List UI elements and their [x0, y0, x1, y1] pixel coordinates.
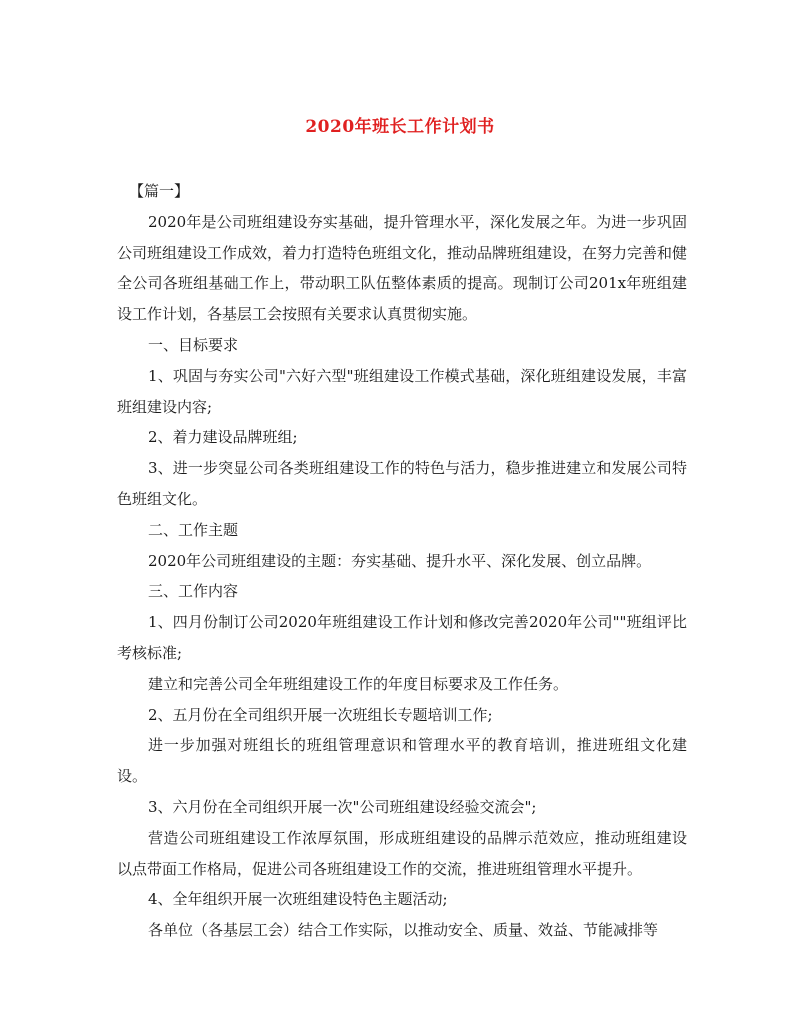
goal-item-2: 2、着力建设品牌班组;: [148, 428, 298, 447]
content-item-1: 1、四月份制订公司2020年班组建设工作计划和修改完善2020年公司""班组评比考核标准;: [117, 613, 687, 662]
heading-goals: 一、目标要求: [148, 335, 239, 354]
content-item-2: 2、五月份在全司组织开展一次班组长专题培训工作;: [148, 705, 493, 724]
content-item-1-detail: 建立和完善公司全年班组建设工作的年度目标要求及工作任务。: [148, 674, 569, 693]
document-body: [117, 176, 687, 946]
content-item-2-detail: 进一步加强对班组长的班组管理意识和管理水平的教育培训，推进班组文化建设。: [117, 736, 687, 786]
theme-paragraph: 2020年公司班组建设的主题：夯实基础、提升水平、深化发展、创立品牌。: [148, 551, 652, 570]
goal-item-1: 1、巩固与夯实公司"六好六型"班组建设工作模式基础，深化班组建设发展，丰富班组建设内容;: [117, 366, 687, 416]
intro-paragraph: 2020年是公司班组建设夯实基础，提升管理水平，深化发展之年。为进一步巩固公司班组建设工作成效，着力打造特色班组文化，推动品牌班组建设，在努力完善和健全公司各班组基础工作上，带动职工队伍整体素质的提高。现制订公司201x年班组建设工作计划，各基层工会按照有关要求认真贯彻实施。: [117, 212, 688, 324]
heading-content: 三、工作内容: [148, 582, 239, 601]
heading-theme: 二、工作主题: [148, 520, 239, 539]
content-item-4: 4、全年组织开展一次班组建设特色主题活动;: [148, 890, 448, 909]
content-item-3: 3、六月份在全司组织开展一次"公司班组建设经验交流会";: [148, 797, 537, 816]
document-title: 2020年班长工作计划书: [305, 117, 495, 137]
content-item-3-detail: 营造公司班组建设工作浓厚氛围，形成班组建设的品牌示范效应，推动班组建设以点带面工作格局，促进公司各班组建设工作的交流，推进班组管理水平提升。: [117, 828, 687, 878]
section-heading-part-one: 【篇一】: [129, 182, 190, 200]
goal-item-3: 3、进一步突显公司各类班组建设工作的特色与活力，稳步推进建立和发展公司特色班组文化。: [117, 459, 687, 508]
content-item-4-detail: 各单位（各基层工会）结合工作实际，以推动安全、质量、效益、节能减排等: [148, 921, 659, 940]
